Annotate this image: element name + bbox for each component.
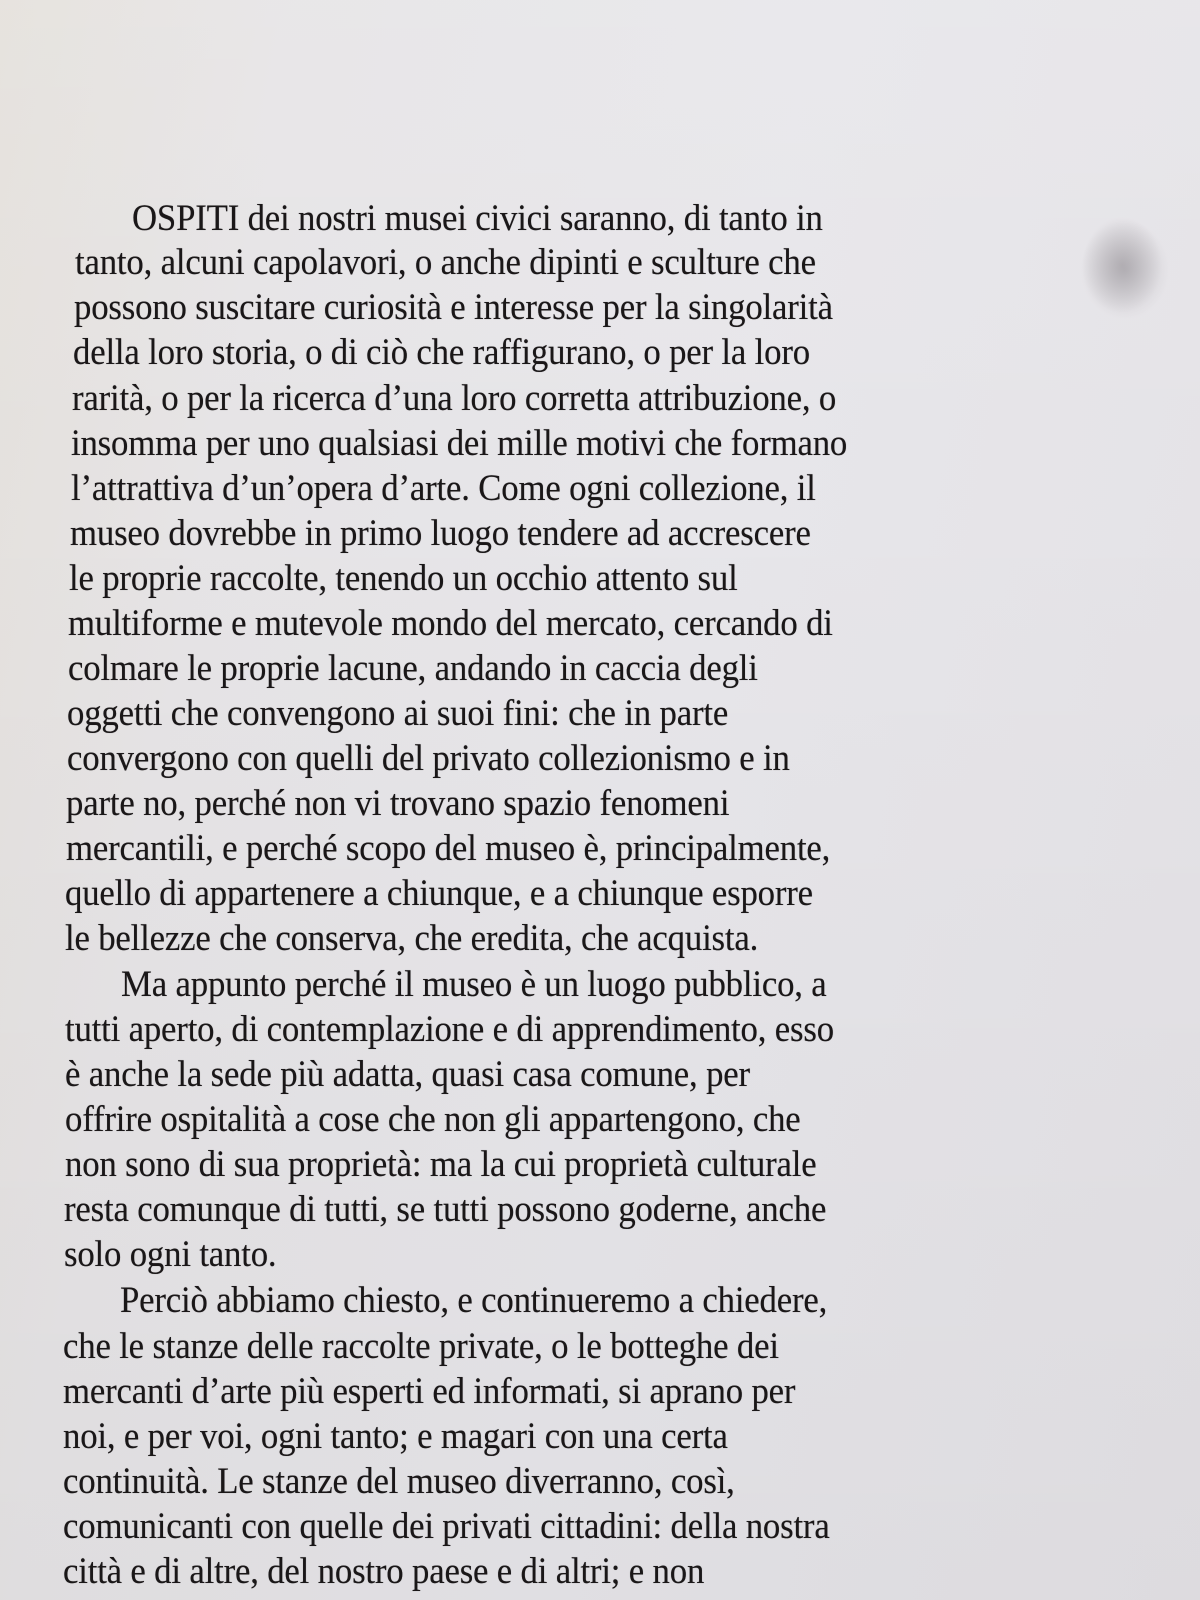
text-line: della loro storia, o di ciò che raffigurano, o per la loro — [73, 332, 810, 373]
text-line: tanto, alcuni capolavori, o anche dipinti e sculture che — [75, 242, 816, 283]
text-line: noi, e per voi, ogni tanto; e magari con una certa — [63, 1416, 728, 1457]
text-line: Perciò abbiamo chiesto, e continueremo a chiedere, — [120, 1280, 828, 1321]
text-line: le bellezze che conserva, che eredita, che acquista. — [65, 918, 759, 959]
text-line: quello di appartenere a chiunque, e a chiunque esporre — [65, 873, 813, 914]
text-line: convergono con quelli del privato collezionismo e in — [67, 738, 790, 779]
text-line: OSPITI dei nostri musei civici saranno, di tanto in — [132, 198, 823, 239]
text-line: Ma appunto perché il museo è un luogo pubblico, a — [121, 964, 827, 1005]
text-line: possono suscitare curiosità e interesse per la singolarità — [74, 287, 833, 328]
text-line: multiforme e mutevole mondo del mercato, cercando di — [68, 603, 833, 644]
page-smudge — [1080, 220, 1170, 320]
text-line: insomma per uno qualsiasi dei mille motivi che formano — [71, 423, 848, 464]
text-line: non sono di sua proprietà: ma la cui proprietà culturale — [65, 1144, 817, 1185]
text-line: che le stanze delle raccolte private, o le botteghe dei — [63, 1326, 779, 1367]
text-line: mercantili, e perché scopo del museo è, principalmente, — [66, 828, 831, 869]
text-line: resta comunque di tutti, se tutti possono goderne, anche — [64, 1189, 827, 1230]
text-line: colmare le proprie lacune, andando in caccia degli — [68, 648, 758, 689]
text-line: offrire ospitalità a cose che non gli appartengono, che — [65, 1099, 801, 1140]
text-line: continuità. Le stanze del museo diverranno, così, — [63, 1461, 735, 1502]
text-line: museo dovrebbe in primo luogo tendere ad accrescere — [70, 513, 811, 554]
text-line: tutti aperto, di contemplazione e di apprendimento, esso — [65, 1009, 834, 1050]
text-line: parte no, perché non vi trovano spazio fenomeni — [66, 783, 730, 824]
text-line: solo ogni tanto. — [64, 1234, 277, 1275]
text-line: è anche la sede più adatta, quasi casa comune, per — [65, 1054, 750, 1095]
text-line: oggetti che convengono ai suoi fini: che in parte — [67, 693, 729, 734]
text-line: l’attrattiva d’un’opera d’arte. Come ogni collezione, il — [71, 468, 816, 509]
text-line: città e di altre, del nostro paese e di altri; e non — [63, 1551, 705, 1592]
text-line: comunicanti con quelle dei privati cittadini: della nostra — [63, 1506, 830, 1547]
text-line: rarità, o per la ricerca d’una loro corretta attribuzione, o — [72, 378, 837, 419]
text-line: le proprie raccolte, tenendo un occhio attento sul — [69, 558, 738, 599]
text-line: mercanti d’arte più esperti ed informati, si aprano per — [63, 1371, 796, 1412]
